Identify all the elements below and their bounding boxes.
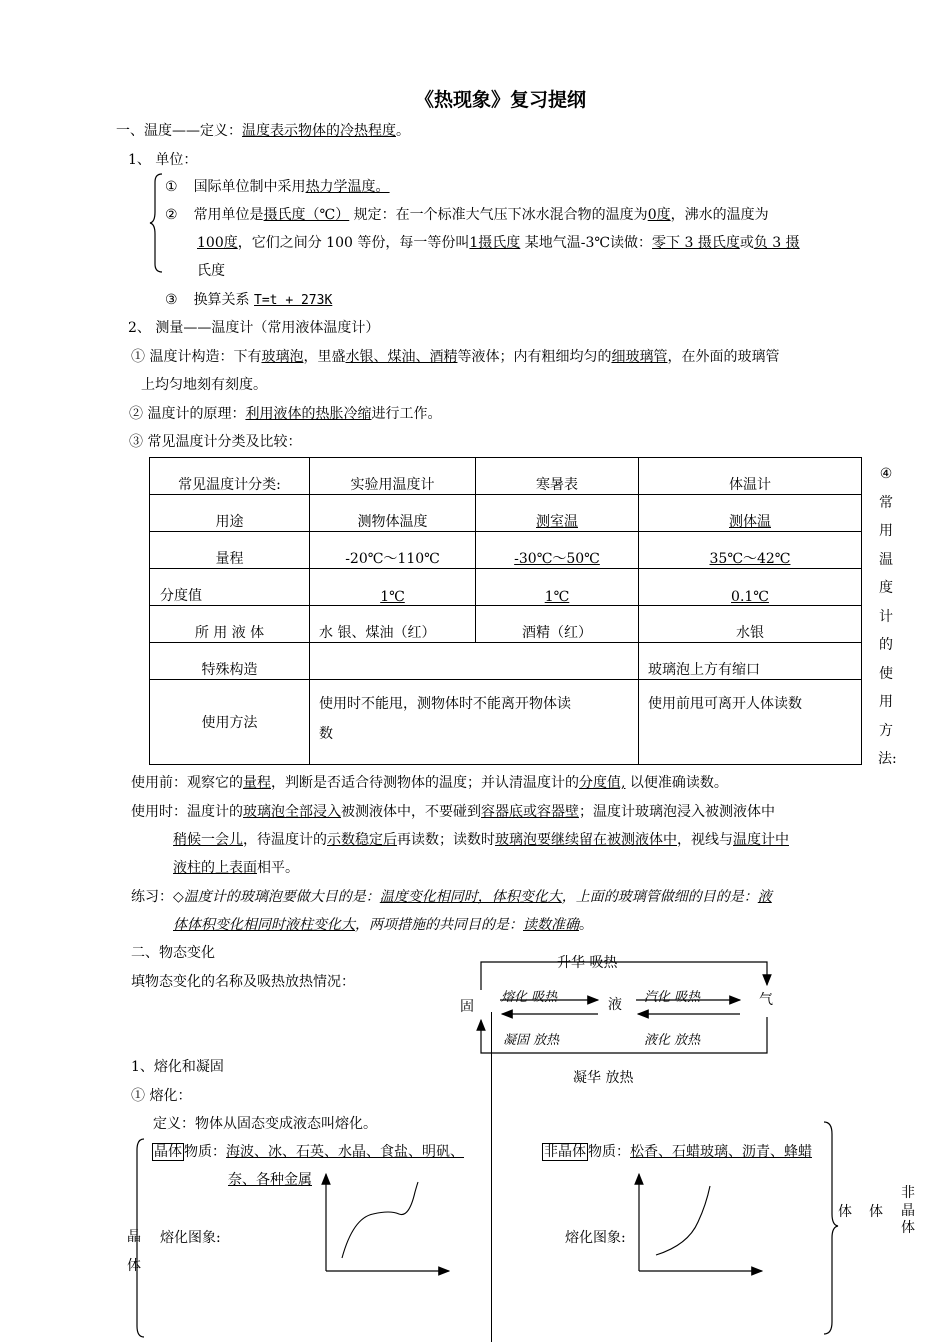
noncrystal-substances: 非晶体 物质：松香、石蜡玻璃、沥青、蜂蜡 bbox=[544, 1144, 812, 1160]
table-cell: 分度值 bbox=[150, 569, 310, 606]
label-solid: 固 bbox=[460, 999, 474, 1015]
table-cell: 35℃～42℃ bbox=[639, 532, 862, 569]
table-cell: 所 用 液 体 bbox=[150, 606, 310, 643]
right-label-b: 体 bbox=[869, 1204, 883, 1220]
state-change-instruction: 填物态变化的名称及吸热放热情况： bbox=[131, 974, 355, 990]
section-temperature-definition: 一、温度——定义：温度表示物体的冷热程度。 bbox=[116, 123, 410, 139]
melting-definition: 定义：物体从固态变成液态叫熔化。 bbox=[153, 1116, 377, 1132]
units-heading: 1、 单位： bbox=[128, 152, 198, 168]
table-cell bbox=[310, 643, 639, 680]
measure-point-1-cont: 上均匀地刻有刻度。 bbox=[141, 377, 267, 393]
table-row bbox=[150, 643, 862, 680]
left-char-body: 体 bbox=[127, 1258, 141, 1274]
crystal-substances: 晶体 物质：海波、冰、石英、水晶、食盐、明矾、 bbox=[154, 1144, 464, 1160]
center-divider bbox=[491, 1012, 492, 1342]
table-row bbox=[150, 606, 862, 643]
table-row bbox=[150, 569, 862, 606]
table-cell: 1℃ bbox=[476, 569, 639, 606]
table-row-usage bbox=[150, 680, 862, 765]
table-cell: 水银 bbox=[639, 606, 862, 643]
label-sublimation: 升华 吸热 bbox=[557, 955, 618, 971]
table-cell: 使用时不能甩，测物体时不能离开物体读 数 bbox=[310, 680, 639, 765]
label-liquid: 液 bbox=[608, 997, 622, 1013]
table-cell: 特殊构造 bbox=[150, 643, 310, 680]
section-state-change: 二、物态变化 bbox=[131, 945, 215, 961]
sublimation-arrow bbox=[481, 962, 767, 990]
practice-line-1: 练习：◇温度计的玻璃泡要做大目的是：温度变化相同时，体积变化大，上面的玻璃管做细的目的是：液 bbox=[131, 889, 772, 905]
usage-during-cont2: 液柱的上表面相平。 bbox=[173, 860, 299, 876]
right-label-a: 体 bbox=[838, 1204, 852, 1220]
unit-item-2: ② 常用单位是摄氏度（℃） 规定：在一个标准大气压下冰水混合物的温度为0度，沸水的温度为 bbox=[165, 207, 769, 223]
side-vertical-label: ④ 常 用 温 度 计 的 使 用 方 法: bbox=[878, 466, 897, 767]
table-row bbox=[150, 495, 862, 532]
table-cell: 1℃ bbox=[310, 569, 476, 606]
noncrystal-melting-graph bbox=[628, 1170, 768, 1280]
usage-before: 使用前：观察它的量程，判断是否适合待测物体的温度；并认清温度计的分度值, 以便准确读数。 bbox=[131, 775, 728, 791]
crystal-substances-cont: 奈、各种金属 bbox=[228, 1172, 312, 1188]
label-deposition: 凝华 放热 bbox=[573, 1070, 634, 1086]
table-cell: 0.1℃ bbox=[639, 569, 862, 606]
measure-heading: 2、 测量——温度计（常用液体温度计） bbox=[128, 320, 380, 336]
label-melting: 熔化 吸热 bbox=[501, 990, 558, 1005]
label-vaporization: 汽化 吸热 bbox=[644, 990, 701, 1005]
unit-item-3: ③ 换算关系 T=t + 273K bbox=[165, 292, 333, 308]
label-solidification: 凝固 放热 bbox=[503, 1033, 560, 1048]
table-cell: 测体温 bbox=[639, 495, 862, 532]
unit-item-1: ① 国际单位制中采用热力学温度。 bbox=[165, 179, 390, 195]
measure-point-1: ① 温度计构造：下有玻璃泡，里盛水银、煤油、酒精等液体；内有粗细均匀的细玻璃管，在外面的玻璃管 bbox=[131, 349, 780, 365]
right-label-e: 体 bbox=[901, 1220, 915, 1236]
unit-item-2-cont: 100度，它们之间分 100 等份，每一等份叫1摄氏度 某地气温-3℃读做：零下 3 摄氏度或负 3 摄 bbox=[197, 235, 800, 251]
table-header-cell: 体温计 bbox=[639, 458, 862, 495]
crystal-melting-graph bbox=[315, 1170, 455, 1280]
table-header-row bbox=[150, 458, 862, 495]
table-cell: 水 银、煤油（红） bbox=[310, 606, 476, 643]
table-cell: 玻璃泡上方有缩口 bbox=[639, 643, 862, 680]
table-row bbox=[150, 532, 862, 569]
table-cell: -20℃～110℃ bbox=[310, 532, 476, 569]
usage-during: 使用时：温度计的玻璃泡全部浸入被测液体中，不要碰到容器底或容器壁；温度计玻璃泡浸入被测液体中 bbox=[131, 804, 775, 820]
table-cell: 测物体温度 bbox=[310, 495, 476, 532]
crystal-graph-label: 熔化图象: bbox=[160, 1230, 221, 1246]
right-label-c: 非 bbox=[901, 1185, 915, 1201]
noncrystal-brace bbox=[822, 1120, 842, 1336]
page-title: 《热现象》复习提纲 bbox=[415, 89, 587, 111]
table-cell: 测室温 bbox=[476, 495, 639, 532]
measure-point-3: ③ 常见温度计分类及比较： bbox=[129, 434, 302, 450]
label-condensation: 液化 放热 bbox=[644, 1033, 701, 1048]
melting-heading: 1、熔化和凝固 bbox=[131, 1059, 224, 1075]
table-cell: 量程 bbox=[150, 532, 310, 569]
thermometer-table bbox=[149, 457, 862, 765]
table-cell: -30℃～50℃ bbox=[476, 532, 639, 569]
label-gas: 气 bbox=[759, 992, 773, 1008]
noncrystal-graph-label: 熔化图象: bbox=[565, 1230, 626, 1246]
table-header-cell: 实验用温度计 bbox=[310, 458, 476, 495]
usage-during-cont: 稍候一会儿，待温度计的示数稳定后再读数；读数时玻璃泡要继续留在被测液体中，视线与温度计中 bbox=[173, 832, 789, 848]
unit-item-2-cont2: 氏度 bbox=[197, 263, 225, 279]
table-header-cell: 常见温度计分类: bbox=[150, 458, 310, 495]
table-header-cell: 寒暑表 bbox=[476, 458, 639, 495]
measure-point-2: ② 温度计的原理：利用液体的热胀冷缩进行工作。 bbox=[129, 406, 442, 422]
table-cell: 使用方法 bbox=[150, 680, 310, 765]
table-cell: 用途 bbox=[150, 495, 310, 532]
noncrystal-curve bbox=[656, 1186, 710, 1255]
table-cell: 使用前甩可离开人体读数 bbox=[639, 680, 862, 765]
melting-subheading: ① 熔化： bbox=[131, 1088, 192, 1104]
right-label-d: 晶 bbox=[901, 1203, 915, 1219]
practice-line-2: 体体积变化相同时液柱变化大，两项措施的共同目的是：读数准确。 bbox=[173, 917, 593, 933]
crystal-curve bbox=[342, 1182, 418, 1258]
left-char-crystal: 晶 bbox=[127, 1229, 141, 1245]
table-cell: 酒精（红） bbox=[476, 606, 639, 643]
